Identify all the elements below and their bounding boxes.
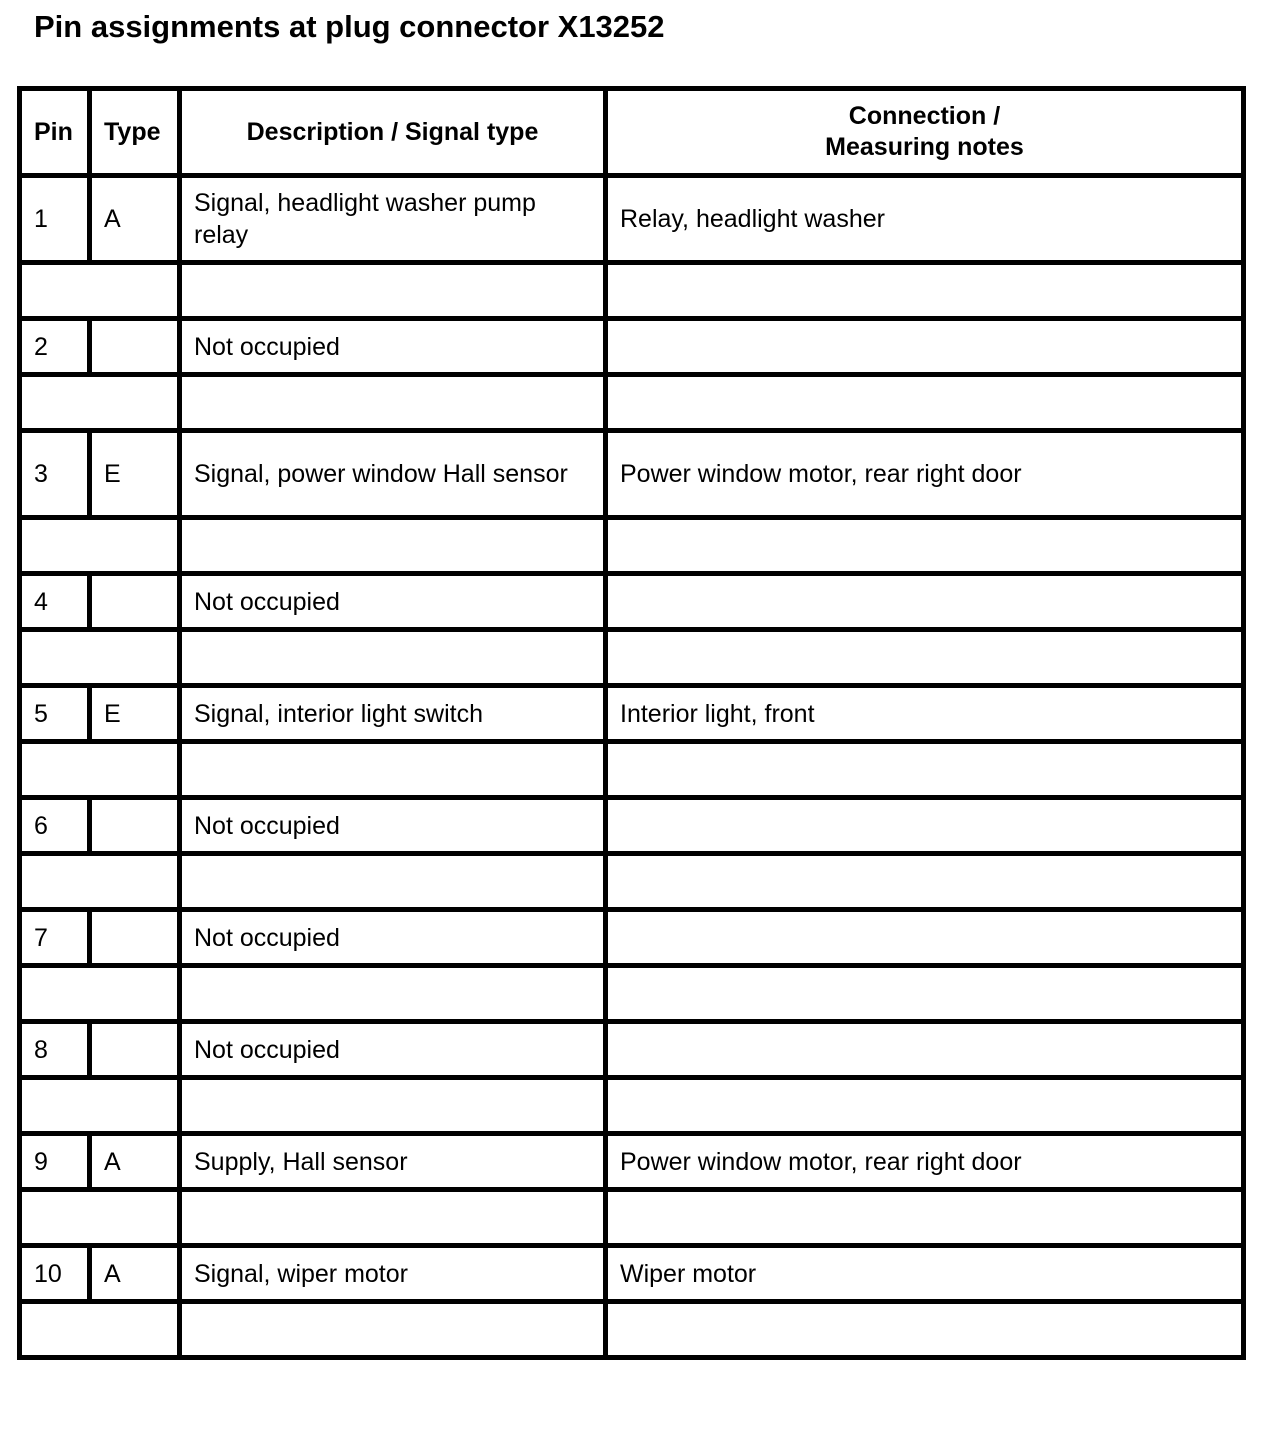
spacer-cell xyxy=(20,742,180,798)
spacer-cell xyxy=(180,966,606,1022)
cell-type: E xyxy=(90,431,180,518)
cell-pin: 8 xyxy=(20,1022,90,1078)
cell-type xyxy=(90,319,180,375)
cell-type: A xyxy=(90,176,180,263)
spacer-cell xyxy=(20,1302,180,1358)
cell-connection xyxy=(606,319,1244,375)
table-row xyxy=(20,319,1244,375)
cell-pin: 6 xyxy=(20,798,90,854)
cell-pin: 1 xyxy=(20,176,90,263)
table-row xyxy=(20,910,1244,966)
spacer-cell xyxy=(180,263,606,319)
cell-type xyxy=(90,574,180,630)
cell-description: Signal, headlight washer pump relay xyxy=(180,176,606,263)
spacer-row xyxy=(20,854,1244,910)
spacer-cell xyxy=(20,263,180,319)
table-header-row xyxy=(20,89,1244,176)
spacer-cell xyxy=(180,1190,606,1246)
cell-type: A xyxy=(90,1246,180,1302)
cell-type xyxy=(90,1022,180,1078)
header-type: Type xyxy=(90,89,180,176)
spacer-cell xyxy=(20,375,180,431)
spacer-cell xyxy=(606,966,1244,1022)
cell-connection: Wiper motor xyxy=(606,1246,1244,1302)
header-description: Description / Signal type xyxy=(180,89,606,176)
pin-assignment-table xyxy=(17,86,1246,1360)
spacer-row xyxy=(20,742,1244,798)
spacer-cell xyxy=(20,630,180,686)
cell-connection: Relay, headlight washer xyxy=(606,176,1244,263)
table-row xyxy=(20,1246,1244,1302)
spacer-cell xyxy=(180,854,606,910)
cell-description: Supply, Hall sensor xyxy=(180,1134,606,1190)
cell-pin: 4 xyxy=(20,574,90,630)
table-row xyxy=(20,1022,1244,1078)
spacer-cell xyxy=(606,1302,1244,1358)
spacer-cell xyxy=(606,1078,1244,1134)
spacer-row xyxy=(20,966,1244,1022)
spacer-row xyxy=(20,1302,1244,1358)
cell-pin: 5 xyxy=(20,686,90,742)
cell-type: E xyxy=(90,686,180,742)
table-row xyxy=(20,176,1244,263)
cell-pin: 9 xyxy=(20,1134,90,1190)
cell-pin: 7 xyxy=(20,910,90,966)
spacer-row xyxy=(20,263,1244,319)
table-body xyxy=(20,176,1244,1358)
cell-type: A xyxy=(90,1134,180,1190)
spacer-cell xyxy=(20,966,180,1022)
cell-connection xyxy=(606,910,1244,966)
cell-connection xyxy=(606,574,1244,630)
cell-connection xyxy=(606,798,1244,854)
table-row xyxy=(20,1134,1244,1190)
cell-description: Not occupied xyxy=(180,574,606,630)
spacer-cell xyxy=(20,518,180,574)
spacer-row xyxy=(20,518,1244,574)
cell-pin: 2 xyxy=(20,319,90,375)
page-title: Pin assignments at plug connector X13252 xyxy=(34,9,665,44)
spacer-cell xyxy=(606,375,1244,431)
cell-description: Not occupied xyxy=(180,319,606,375)
spacer-row xyxy=(20,1190,1244,1246)
spacer-cell xyxy=(606,854,1244,910)
spacer-cell xyxy=(180,518,606,574)
table-row xyxy=(20,686,1244,742)
header-connection-line1: Connection / xyxy=(848,102,1001,130)
spacer-cell xyxy=(606,263,1244,319)
spacer-cell xyxy=(20,1190,180,1246)
cell-description: Signal, interior light switch xyxy=(180,686,606,742)
cell-type xyxy=(90,910,180,966)
header-connection xyxy=(606,89,1244,176)
table-row xyxy=(20,798,1244,854)
spacer-cell xyxy=(180,375,606,431)
cell-pin: 3 xyxy=(20,431,90,518)
cell-connection: Interior light, front xyxy=(606,686,1244,742)
spacer-cell xyxy=(20,1078,180,1134)
cell-description: Signal, wiper motor xyxy=(180,1246,606,1302)
cell-pin: 10 xyxy=(20,1246,90,1302)
header-pin: Pin xyxy=(20,89,90,176)
cell-connection: Power window motor, rear right door xyxy=(606,1134,1244,1190)
spacer-row xyxy=(20,1078,1244,1134)
cell-description: Not occupied xyxy=(180,1022,606,1078)
spacer-cell xyxy=(606,630,1244,686)
spacer-cell xyxy=(606,518,1244,574)
table-row xyxy=(20,574,1244,630)
spacer-cell xyxy=(20,854,180,910)
spacer-cell xyxy=(180,1078,606,1134)
spacer-cell xyxy=(606,1190,1244,1246)
cell-description: Not occupied xyxy=(180,798,606,854)
cell-connection: Power window motor, rear right door xyxy=(606,431,1244,518)
spacer-cell xyxy=(180,742,606,798)
spacer-cell xyxy=(606,742,1244,798)
cell-connection xyxy=(606,1022,1244,1078)
spacer-cell xyxy=(180,630,606,686)
cell-description: Not occupied xyxy=(180,910,606,966)
spacer-row xyxy=(20,630,1244,686)
cell-type xyxy=(90,798,180,854)
spacer-row xyxy=(20,375,1244,431)
table-row xyxy=(20,431,1244,518)
cell-description: Signal, power window Hall sensor xyxy=(180,431,606,518)
header-connection-line2: Measuring notes xyxy=(825,133,1024,161)
spacer-cell xyxy=(180,1302,606,1358)
